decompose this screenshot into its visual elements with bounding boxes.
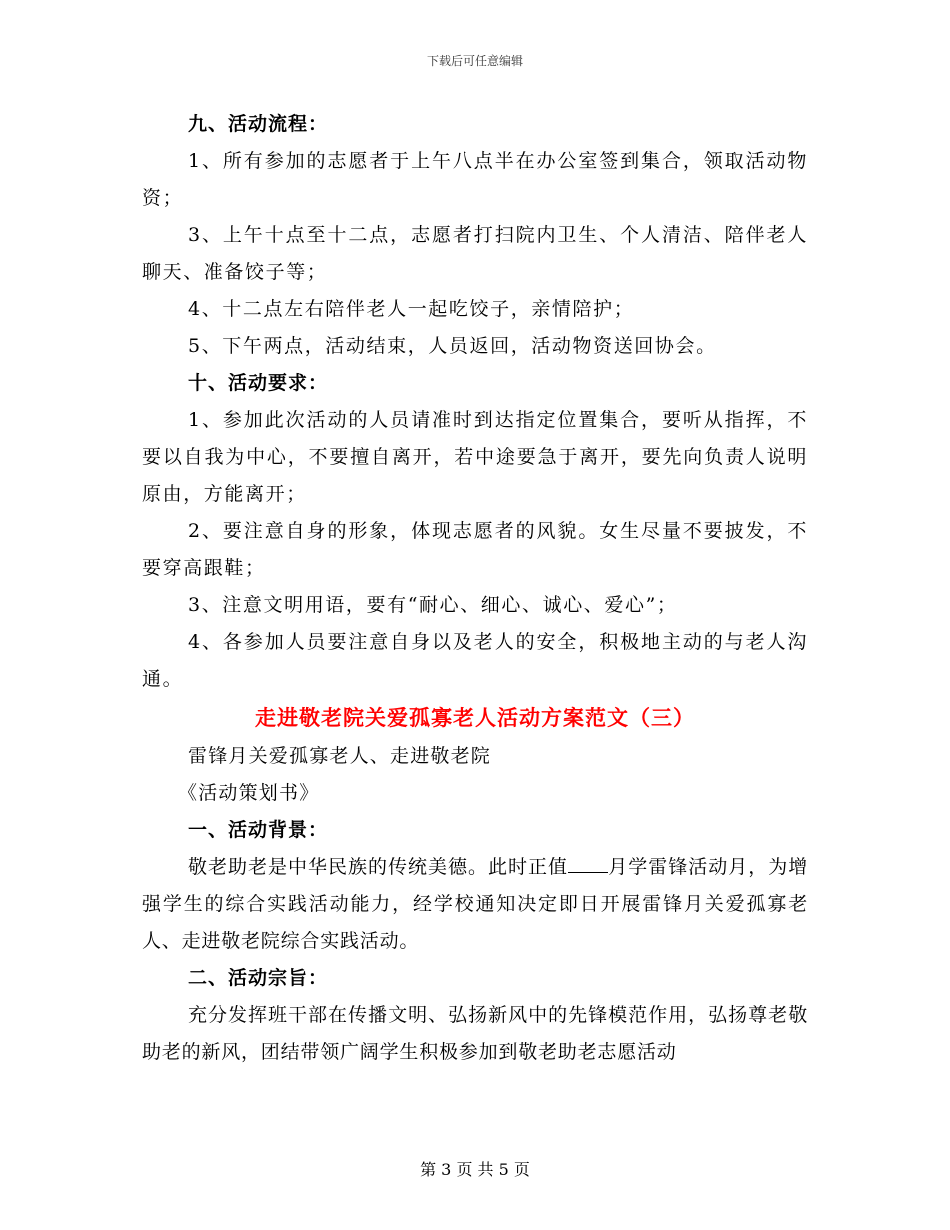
document-subtitle: 雷锋月关爱孤寡老人、走进敬老院 — [188, 745, 492, 767]
document-title: 走进敬老院关爱孤寡老人活动方案范文（三） — [255, 706, 695, 730]
plan-book-title: 《活动策划书》 — [178, 782, 320, 804]
requirement-item-2: 2、要注意自身的形象，体现志愿者的风貌。女生尽量不要披发，不要穿高跟鞋； — [142, 520, 808, 579]
background-paragraph — [142, 849, 808, 960]
process-item-3: 3、上午十点至十二点，志愿者打扫院内卫生、个人清洁、陪伴老人聊天、准备饺子等； — [142, 224, 808, 283]
requirement-item-1: 1、参加此次活动的人员请准时到达指定位置集合，要听从指挥，不要以自我为中心，不要擅自离开，若中途要急于离开，要先向负责人说明原由，方能离开； — [142, 409, 808, 505]
process-item-4: 4、十二点左右陪伴老人一起吃饺子，亲情陪护； — [188, 298, 635, 320]
section-heading-process: 九、活动流程： — [188, 113, 329, 135]
requirement-item-3: 3、注意文明用语，要有“耐心、细心、诚心、爱心”； — [188, 594, 678, 616]
purpose-paragraph: 充分发挥班干部在传播文明、弘扬新风中的先锋模范作用，弘扬尊老敬助老的新风，团结带领广阔学生积极参加到敬老助老志愿活动 — [142, 1004, 808, 1063]
section-heading-purpose: 二、活动宗旨： — [188, 967, 329, 989]
process-item-5: 5、下午两点，活动结束，人员返回，活动物资送回协会。 — [188, 335, 717, 357]
background-text-end: 月学雷锋活动月，为增强学生的综合实践活动能力，经学校通知决定即日开展雷锋月关爱孤寡老人、走进敬老院综合实践活动。 — [142, 856, 808, 952]
background-text-start: 敬老助老是中华民族的传统美德。此时正值 — [188, 856, 568, 878]
requirement-item-4: 4、各参加人员要注意自身以及老人的安全，积极地主动的与老人沟通。 — [142, 631, 808, 690]
fill-in-blank — [568, 852, 608, 873]
section-heading-requirements: 十、活动要求： — [188, 372, 329, 394]
process-item-1: 1、所有参加的志愿者于上午八点半在办公室签到集合，领取活动物资； — [142, 150, 808, 209]
page-number: 第 3 页 共 5 页 — [420, 1160, 530, 1179]
document-body — [142, 106, 808, 1071]
page-header-note: 下载后可任意编辑 — [426, 54, 523, 68]
section-heading-background: 一、活动背景： — [188, 819, 329, 841]
